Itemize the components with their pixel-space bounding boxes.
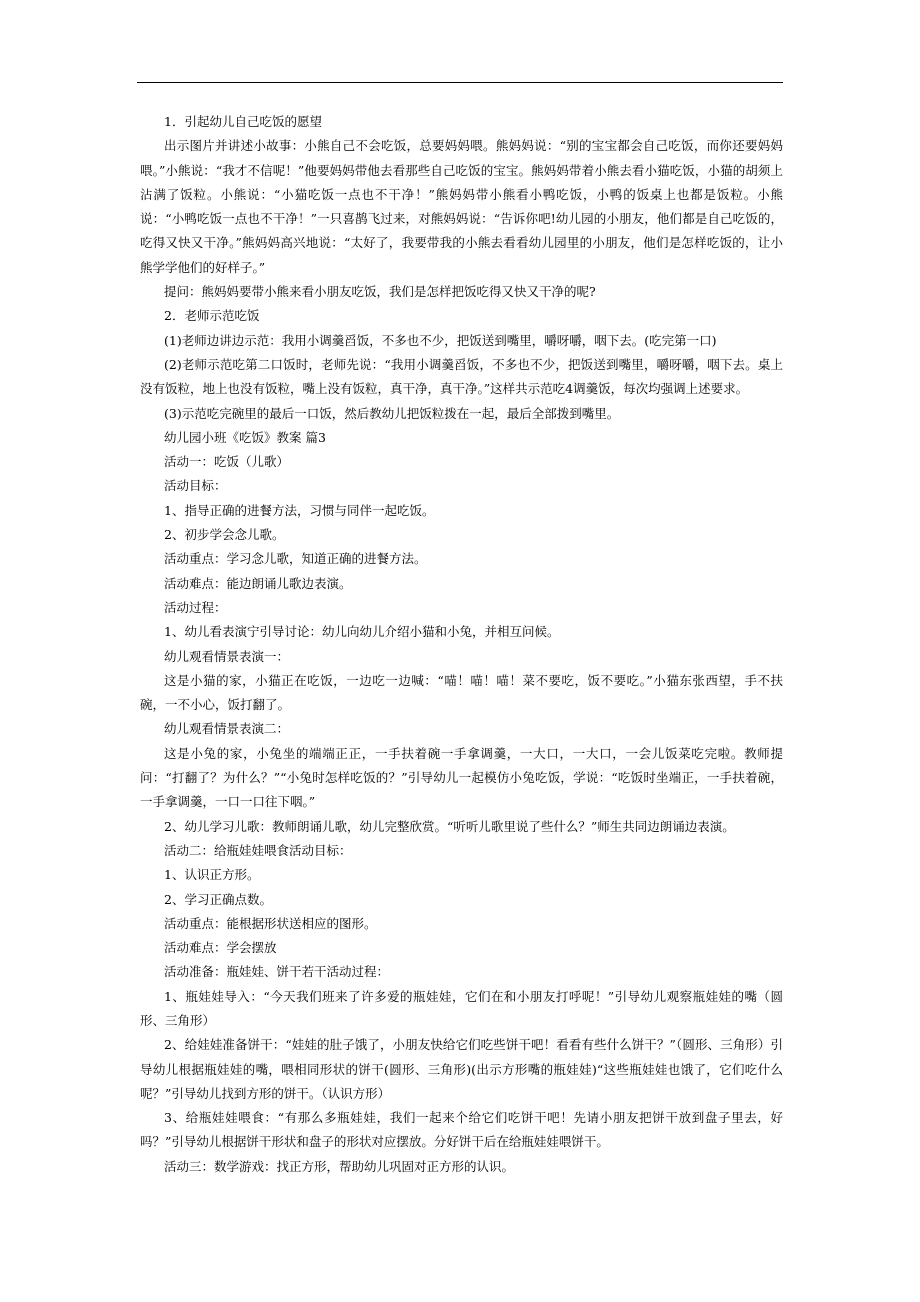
paragraph: (2)老师示范吃第二口饭时，老师先说：“我用小调羹舀饭，不多也不少，把饭送到嘴里，嚼呀嚼，咽下去。桌上没有饭粒，地上也没有饭粒，嘴上没有饭粒，真干净，真干净。”这样共示范吃4调羹饭，每次均强调上述要求。	[140, 356, 783, 397]
paragraph: 活动二：给瓶娃娃喂食活动目标：	[164, 842, 352, 858]
paragraph: 2、初步学会念儿歌。	[164, 527, 285, 543]
paragraph: 出示图片并讲述小故事：小熊自己不会吃饭，总要妈妈喂。熊妈妈说：“别的宝宝都会自己吃饭，而你还要妈妈喂。”小熊说：“我才不信呢！”他要妈妈带他去看那些自己吃饭的宝宝。熊妈妈带着小熊去看小猫吃饭，小猫的胡须上沾满了饭粒。小熊说：“小猫吃饭一点也不干净！”熊妈妈带小熊看小鸭吃饭，小鸭的饭桌上也都是饭粒。小熊说：“小鸭吃饭一点也不干净！”一只喜鹊飞过来，对熊妈妈说：“告诉你吧!幼儿园的小朋友，他们都是自己吃饭的，吃得又快又干净。”熊妈妈高兴地说：“太好了，我要带我的小熊去看看幼儿园里的小朋友，他们是怎样吃饭的，让小熊学学他们的好样子。”	[140, 138, 783, 275]
paragraph: 活动三：数学游戏：找正方形，帮助幼儿巩固对正方形的认识。	[164, 1158, 515, 1174]
paragraph: 1、幼儿看表演宁引导讨论：幼儿向幼儿介绍小猫和小兔，并相互问候。	[164, 624, 560, 640]
paragraph: 2．老师示范吃饭	[164, 308, 260, 324]
paragraph: 2、幼儿学习儿歌：教师朗诵儿歌，幼儿完整欣赏。“听听儿歌里说了些什么？”师生共同边朗诵边表演。	[164, 818, 735, 834]
paragraph: 活动难点：能边朗诵儿歌边表演。	[164, 575, 352, 591]
paragraph: 提问：熊妈妈要带小熊来看小朋友吃饭，我们是怎样把饭吃得又快又干净的呢?	[164, 284, 596, 300]
paragraph: 1．引起幼儿自己吃饭的愿望	[164, 114, 322, 129]
paragraph: 1、认识正方形。	[164, 867, 260, 883]
paragraph: 活动难点：学会摆放	[164, 940, 277, 956]
paragraph: 活动重点：学习念儿歌，知道正确的进餐方法。	[164, 551, 427, 567]
paragraph: 幼儿观看情景表演一：	[164, 648, 290, 664]
paragraph: (3)示范吃完碗里的最后一口饭，然后教幼儿把饭粒拨在一起，最后全部拨到嘴里。	[164, 405, 620, 421]
paragraph: 活动一：吃饭（儿歌）	[164, 454, 290, 470]
paragraph: 活动过程：	[164, 599, 227, 615]
paragraph: 2、学习正确点数。	[164, 891, 272, 907]
paragraph: 活动目标：	[164, 478, 227, 494]
paragraph: 活动重点：能根据形状送相应的图形。	[164, 915, 377, 931]
header-rule	[137, 82, 783, 83]
paragraph: 活动准备：瓶娃娃、饼干若干活动过程：	[164, 964, 390, 980]
paragraph: 幼儿观看情景表演二：	[164, 721, 290, 737]
paragraph: 这是小兔的家，小兔坐的端端正正，一手扶着碗一手拿调羹，一大口，一大口，一会儿饭菜吃完啦。教师提问：“打翻了？为什么？”“小兔时怎样吃饭的？”引导幼儿一起模仿小兔吃饭，学说：“吃饭时坐端正，一手扶着碗，一手拿调羹，一口一口往下咽。”	[140, 745, 783, 810]
paragraph: 这是小猫的家，小猫正在吃饭，一边吃一边喊：“喵！喵！喵！菜不要吃，饭不要吃。”小猫东张西望，手不扶碗，一不小心，饭打翻了。	[140, 672, 783, 713]
document-body	[140, 110, 783, 1179]
paragraph: 1、瓶娃娃导入：“今天我们班来了许多爱的瓶娃娃，它们在和小朋友打呼呢！”引导幼儿观察瓶娃娃的嘴（圆形、三角形）	[140, 988, 783, 1028]
paragraph: 2、给娃娃准备饼干：“娃娃的肚子饿了，小朋友快给它们吃些饼干吧！看看有些什么饼干？”（圆形、三角形）引导幼儿根据瓶娃娃的嘴，喂相同形状的饼干(圆形、三角形)(出示方形嘴的瓶娃娃)“这些瓶娃娃也饿了，它们吃什么呢？”引导幼儿找到方形的饼干。（认识方形）	[140, 1037, 783, 1101]
section-title: 幼儿园小班《吃饭》教案 篇3	[164, 429, 326, 445]
paragraph: 1、指导正确的进餐方法，习惯与同伴一起吃饭。	[164, 502, 435, 518]
paragraph: (1)老师边讲边示范：我用小调羹舀饭，不多也不少，把饭送到嘴里，嚼呀嚼，咽下去。(吃完第一口)	[164, 332, 717, 348]
paragraph: 3、给瓶娃娃喂食：“有那么多瓶娃娃，我们一起来个给它们吃饼干吧！先请小朋友把饼干放到盘子里去，好吗？”引导幼儿根据饼干形状和盘子的形状对应摆放。分好饼干后在给瓶娃娃喂饼干。	[140, 1110, 783, 1150]
